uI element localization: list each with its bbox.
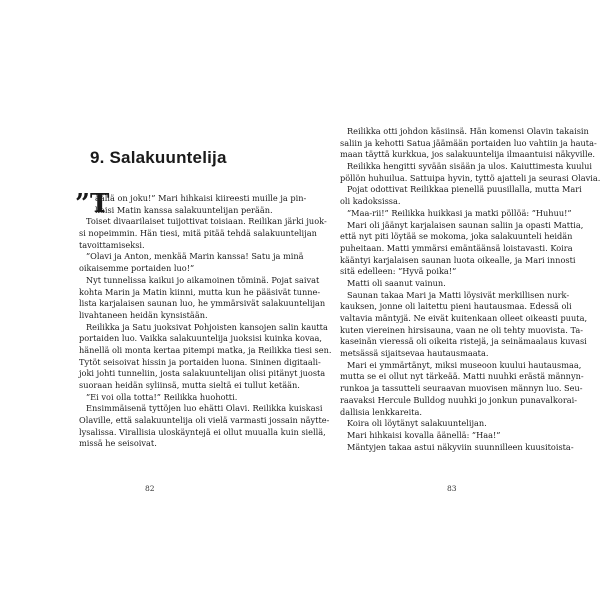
text-line: saliin ja kehotti Satua jäämään portaiden luo vahtiin ja hauta-: [340, 137, 597, 148]
text-line: sitä edelleen: ”Hyvä poika!”: [340, 266, 457, 277]
text-line: kaseinän vieressä oli oikeita ristejä, ja seinämaalaus kuvasi: [340, 336, 587, 347]
text-line: portaiden luo. Vaikka salakuuntelija juoksisi kuinka kovaa,: [79, 333, 322, 344]
right-page: [300, 0, 600, 600]
text-line: Saunan takaa Mari ja Matti löysivät merkillisen nurk-: [347, 289, 570, 300]
right-lines: [340, 126, 600, 453]
text-line: Matti oli saanut vainun.: [347, 277, 446, 288]
text-line: missä he seisoivat.: [79, 438, 157, 449]
text-line: Reilikka ja Satu juoksivat Pohjoisten kansojen salin kautta: [86, 321, 328, 332]
dropcap-letter: ”T: [75, 189, 110, 219]
text-line: Toiset divaarilaiset tuijottivat toisiaan. Reilikan järki juok-: [86, 216, 327, 227]
text-line: Ensimmäisenä tyttöjen luo ehätti Olavi. Reilikka kuiskasi: [86, 403, 323, 414]
text-line: Mäntyjen takaa astui näkyviin suunnilleen kuusitoista-: [347, 441, 574, 452]
text-line: tavoittamiseksi.: [79, 239, 145, 250]
text-line: Tytöt seisoivat hissin ja portaiden luona. Sininen digitaali-: [79, 356, 321, 367]
text-line: livahtaneen heidän kynsistään.: [79, 309, 208, 320]
text-line: hänellä oli monta kertaa pitempi matka, ja Reilikka tiesi sen.: [79, 344, 332, 355]
text-line: ”Ei voi olla totta!” Reilikka huohotti.: [86, 391, 238, 402]
text-line: puheitaan. Matti ymmärsi emäntäänsä loistavasti. Koira: [340, 242, 573, 253]
text-line: maan täyttä kurkkua, jos salakuuntelija ilmaantuisi näkyville.: [340, 149, 596, 160]
text-line: Nyt tunnelissa kaikui jo aikamoinen töminä. Pojat saivat: [86, 274, 320, 285]
text-line: joki johti tunneliin, josta salakuuntelijan olisi pitänyt juosta: [79, 368, 326, 379]
chapter-title: 9. Salakuuntelija: [90, 148, 227, 167]
text-line: Koira oli löytänyt salakuuntelijan.: [347, 418, 487, 429]
text-line: että nyt piti löytää se mokoma, joka salakuunteli heidän: [340, 231, 573, 242]
text-line: Mari oli jäänyt karjalaisen saunan saliin ja opasti Mattia,: [347, 219, 584, 230]
text-line: suoraan heidän syliinsä, mutta sieltä ei tullut ketään.: [79, 380, 300, 390]
text-line: lysalissa. Virallisia uloskäyntejä ei ollut muualla kuin siellä,: [79, 426, 326, 437]
text-line: ”Olavi ja Anton, menkää Marin kanssa! Satu ja minä: [86, 251, 304, 262]
text-line: kuten viereinen hirsisauna, vaan ne oli tehty muovista. Ta-: [340, 324, 583, 335]
text-line: Mari ei ymmärtänyt, miksi museoon kuului hautausmaa,: [347, 359, 582, 370]
text-line: äällä on joku!” Mari hihkaisi kiireesti muille ja pin-: [95, 193, 307, 203]
text-line: Mari hihkaisi kovalla äänellä: ”Haa!”: [347, 429, 501, 440]
text-line: mutta se ei ollut nyt tärkeää. Matti nuuhki erästä männyn-: [340, 371, 584, 382]
text-line: Olaville, että salakuuntelija oli vielä varmasti jossain näytte-: [79, 415, 330, 426]
left-text-column: [75, 189, 332, 450]
text-line: pöllön huhuilua. Sattuipa hyvin, tyttö ajatteli ja seurasi Olavia.: [340, 172, 600, 183]
text-line: kääntyi karjalaisen saunan luota oikealle, ja Mari innosti: [340, 254, 576, 265]
text-line: Reilikka hengitti syvään sisään ja ulos. Kaiuttimesta kuului: [347, 161, 593, 172]
page-number-right: 83: [447, 484, 457, 493]
text-line: ”Maa-rii!” Reilikka huikkasi ja matki pöllöä: ”Huhuu!”: [347, 207, 572, 218]
page-number-left: 82: [145, 484, 155, 493]
text-line: oli kadoksissa.: [340, 196, 401, 207]
left-lines: [79, 193, 332, 450]
text-line: kaisi Matin kanssa salakuuntelijan perään.: [95, 204, 273, 215]
text-line: dallisia lenkkareita.: [340, 406, 422, 417]
right-text-column: [340, 126, 600, 453]
text-line: kauksen, jonne oli laitettu pieni hautausmaa. Edessä oli: [340, 301, 572, 312]
text-line: runkoa ja tassutteli seuraavan muovisen männyn luo. Seu-: [340, 383, 583, 394]
text-line: Reilikka otti johdon käsiinsä. Hän komensi Olavin takaisin: [347, 126, 589, 136]
text-line: kohta Marin ja Matin kiinni, mutta kun he pääsivät tunne-: [79, 286, 321, 297]
text-line: Pojat odottivat Reilikkaa pienellä puusillalla, mutta Mari: [347, 184, 582, 195]
text-line: valtavia mäntyjä. Ne eivät kuitenkaan olleet oikeasti puuta,: [340, 313, 588, 323]
text-line: oikaisemme portaiden luo!”: [79, 263, 195, 274]
text-line: metsässä sijaitsevaa hautausmaata.: [340, 348, 489, 359]
text-line: lista karjalaisen saunan luo, he ymmärsivät salakuuntelijan: [79, 298, 326, 309]
text-line: si nopeimmin. Hän tiesi, mitä pitää tehdä salakuuntelijan: [79, 228, 317, 239]
text-line: raavaksi Hercule Bulldog nuuhki jo jonkun punavalkorai-: [340, 394, 577, 405]
